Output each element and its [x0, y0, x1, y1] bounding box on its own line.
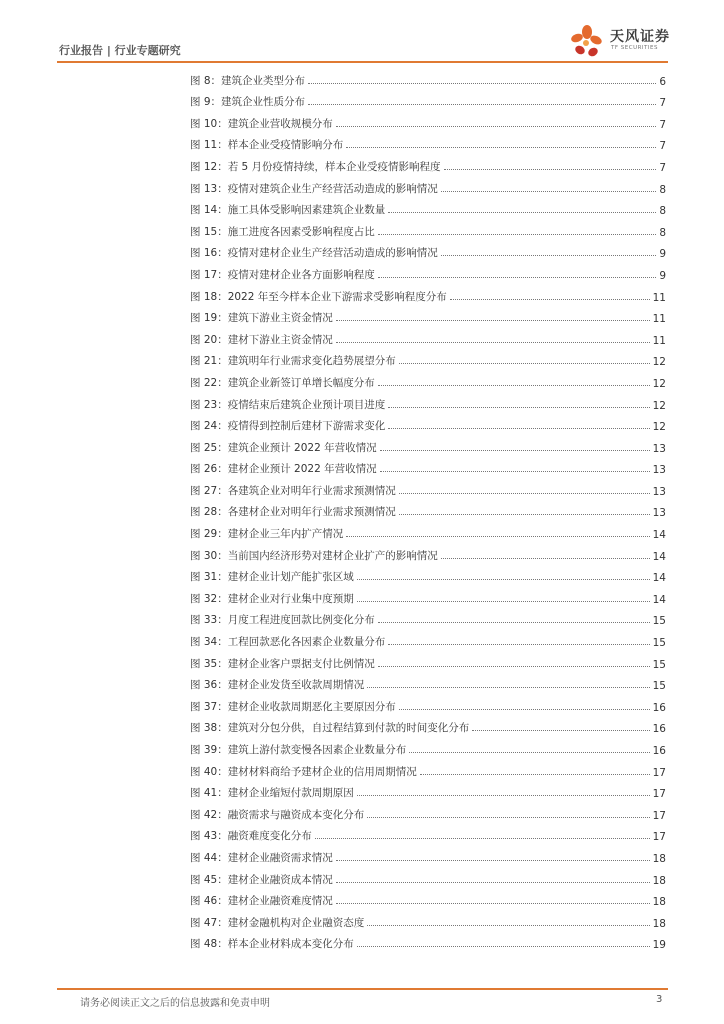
toc-entry[interactable]: [190, 109, 666, 131]
toc-entry-title: 图 31：建材企业计划产能扩张区域: [190, 571, 354, 584]
toc-entry[interactable]: [190, 519, 666, 541]
company-logo: [566, 22, 676, 62]
toc-entry-title: 图 23：疫情结束后建筑企业预计项目进度: [190, 398, 386, 411]
toc-entry-page: 16: [652, 723, 666, 736]
logo-chinese-name: 天风证券: [610, 29, 670, 45]
toc-entry-title: 图 28：各建材企业对明年行业需求预测情况: [190, 506, 396, 519]
toc-entry-page: 18: [652, 917, 666, 930]
toc-entry-page: 19: [652, 939, 666, 952]
toc-entry-page: 9: [659, 269, 666, 282]
toc-entry[interactable]: [190, 325, 666, 347]
toc-dot-leader: [472, 730, 649, 731]
toc-entry-page: 15: [652, 637, 666, 650]
toc-entry[interactable]: [190, 152, 666, 174]
figure-index: [190, 66, 666, 951]
toc-entry[interactable]: [190, 88, 666, 110]
toc-entry-page: 14: [652, 550, 666, 563]
toc-entry[interactable]: [190, 606, 666, 628]
toc-dot-leader: [450, 299, 650, 300]
toc-entry[interactable]: [190, 239, 666, 261]
toc-entry-page: 13: [652, 442, 666, 455]
toc-entry-title: 图 25：建筑企业预计 2022 年营收情况: [190, 441, 377, 454]
logo-english-name: TF SECURITIES: [611, 45, 658, 51]
toc-dot-leader: [388, 212, 656, 213]
toc-entry-page: 15: [652, 615, 666, 628]
toc-entry-title: 图 32：建材企业对行业集中度预期: [190, 592, 354, 605]
toc-dot-leader: [441, 255, 657, 256]
toc-entry[interactable]: [190, 843, 666, 865]
toc-entry-title: 图 29：建材企业三年内扩产情况: [190, 528, 344, 541]
toc-entry-title: 图 36：建材企业发货至收款周期情况: [190, 679, 365, 692]
toc-dot-leader: [420, 774, 650, 775]
toc-entry[interactable]: [190, 390, 666, 412]
toc-dot-leader: [380, 450, 650, 451]
toc-entry-title: 图 47：建材金融机构对企业融资态度: [190, 916, 365, 929]
toc-dot-leader: [315, 838, 650, 839]
header-divider: [57, 61, 668, 63]
toc-entry-page: 18: [652, 896, 666, 909]
toc-entry[interactable]: [190, 692, 666, 714]
toc-entry[interactable]: [190, 368, 666, 390]
toc-dot-leader: [444, 169, 657, 170]
toc-entry[interactable]: [190, 714, 666, 736]
toc-entry[interactable]: [190, 887, 666, 909]
toc-entry-page: 17: [652, 809, 666, 822]
toc-entry[interactable]: [190, 541, 666, 563]
toc-entry[interactable]: [190, 433, 666, 455]
toc-dot-leader: [378, 277, 657, 278]
toc-entry[interactable]: [190, 196, 666, 218]
toc-entry-title: 图 17：疫情对建材企业各方面影响程度: [190, 268, 375, 281]
toc-entry-title: 图 41：建材企业缩短付款周期原因: [190, 787, 354, 800]
toc-entry[interactable]: [190, 66, 666, 88]
toc-entry[interactable]: [190, 671, 666, 693]
toc-dot-leader: [409, 752, 649, 753]
toc-entry-page: 7: [659, 118, 666, 131]
toc-entry-page: 8: [659, 183, 666, 196]
toc-entry-page: 13: [652, 464, 666, 477]
flower-logo-icon: [566, 22, 606, 62]
toc-entry-page: 17: [652, 831, 666, 844]
toc-entry-page: 16: [652, 745, 666, 757]
toc-dot-leader: [336, 342, 650, 343]
toc-entry-page: 6: [659, 75, 666, 88]
toc-dot-leader: [357, 579, 650, 580]
toc-dot-leader: [441, 558, 650, 559]
toc-entry[interactable]: [190, 476, 666, 498]
toc-entry-title: 图 11：样本企业受疫情影响分布: [190, 139, 344, 152]
toc-entry[interactable]: [190, 455, 666, 477]
toc-entry-title: 图 33：月度工程进度回款比例变化分布: [190, 614, 375, 627]
toc-entry-page: 7: [659, 161, 666, 174]
toc-entry[interactable]: [190, 649, 666, 671]
toc-entry-page: 12: [652, 356, 666, 369]
toc-dot-leader: [380, 471, 650, 472]
toc-entry-title: 图 40：建材材料商给予建材企业的信用周期情况: [190, 765, 417, 778]
toc-dot-leader: [378, 234, 657, 235]
toc-entry-page: 11: [652, 334, 666, 347]
toc-entry-page: 12: [652, 399, 666, 412]
toc-dot-leader: [367, 817, 649, 818]
toc-entry-page: 17: [652, 788, 666, 801]
toc-dot-leader: [336, 126, 657, 127]
toc-entry-title: 图 20：建材下游业主资金情况: [190, 333, 333, 346]
toc-entry-page: 7: [659, 140, 666, 153]
toc-entry-title: 图 10：建筑企业营收规模分布: [190, 117, 333, 130]
toc-entry-title: 图 18：2022 年至今样本企业下游需求受影响程度分布: [190, 290, 447, 303]
toc-entry[interactable]: [190, 498, 666, 520]
toc-entry[interactable]: [190, 822, 666, 844]
page-header: [0, 0, 724, 64]
toc-entry-title: 图 38：建筑对分包分供，自过程结算到付款的时间变化分布: [190, 722, 470, 735]
toc-entry-title: 图 39：建筑上游付款变慢各因素企业数量分布: [190, 744, 407, 756]
toc-entry-title: 图 34：工程回款恶化各因素企业数量分布: [190, 636, 386, 649]
footer-disclaimer: 请务必阅读正文之后的信息披露和免责申明: [80, 998, 270, 1009]
toc-entry-page: 11: [652, 313, 666, 326]
toc-entry-title: 图 12：若 5 月份疫情持续，样本企业受疫情影响程度: [190, 160, 441, 173]
toc-dot-leader: [441, 191, 657, 192]
page-number: 3: [656, 994, 663, 1005]
toc-entry-page: 14: [652, 572, 666, 585]
toc-entry-title: 图 35：建材企业客户票据支付比例情况: [190, 657, 375, 670]
toc-dot-leader: [388, 407, 649, 408]
toc-entry[interactable]: [190, 735, 666, 757]
toc-entry-title: 图 45：建材企业融资成本情况: [190, 873, 333, 886]
toc-entry-page: 18: [652, 852, 666, 865]
toc-entry-title: 图 46：建材企业融资难度情况: [190, 895, 333, 908]
toc-entry-page: 16: [652, 701, 666, 714]
toc-entry[interactable]: [190, 217, 666, 239]
toc-dot-leader: [399, 493, 650, 494]
toc-entry-title: 图 24：疫情得到控制后建材下游需求变化: [190, 420, 386, 433]
report-type-label: 行业报告 | 行业专题研究: [59, 44, 181, 57]
toc-entry-page: 8: [659, 226, 666, 239]
toc-dot-leader: [378, 622, 650, 623]
toc-dot-leader: [357, 946, 650, 947]
toc-entry[interactable]: [190, 412, 666, 434]
toc-entry-page: 12: [652, 377, 666, 390]
footer-divider: [57, 988, 668, 990]
toc-dot-leader: [367, 925, 649, 926]
toc-dot-leader: [308, 104, 656, 105]
toc-entry-title: 图 8：建筑企业类型分布: [190, 74, 306, 87]
toc-entry-title: 图 21：建筑明年行业需求变化趋势展望分布: [190, 355, 396, 368]
toc-dot-leader: [378, 666, 650, 667]
toc-entry-page: 13: [652, 507, 666, 520]
toc-dot-leader: [388, 644, 649, 645]
toc-entry-page: 8: [659, 205, 666, 218]
toc-dot-leader: [336, 320, 650, 321]
toc-entry[interactable]: [190, 282, 666, 304]
toc-dot-leader: [357, 795, 650, 796]
toc-entry-page: 14: [652, 593, 666, 606]
toc-entry[interactable]: [190, 584, 666, 606]
toc-dot-leader: [399, 514, 650, 515]
toc-entry-title: 图 15：施工进度各因素受影响程度占比: [190, 225, 375, 238]
toc-entry[interactable]: [190, 174, 666, 196]
toc-dot-leader: [346, 147, 656, 148]
toc-entry-title: 图 42：融资需求与融资成本变化分布: [190, 808, 365, 821]
toc-dot-leader: [336, 903, 650, 904]
toc-entry[interactable]: [190, 757, 666, 779]
toc-dot-leader: [336, 860, 650, 861]
toc-entry[interactable]: [190, 347, 666, 369]
toc-entry[interactable]: [190, 304, 666, 326]
toc-entry-page: 7: [659, 97, 666, 110]
toc-entry-title: 图 16：疫情对建材企业生产经营活动造成的影响情况: [190, 247, 438, 260]
toc-entry-title: 图 44：建材企业融资需求情况: [190, 851, 333, 864]
toc-entry-title: 图 48：样本企业材料成本变化分布: [190, 938, 354, 951]
toc-dot-leader: [346, 536, 649, 537]
toc-dot-leader: [388, 428, 649, 429]
toc-dot-leader: [399, 709, 650, 710]
toc-entry[interactable]: [190, 930, 666, 952]
toc-entry-page: 13: [652, 485, 666, 498]
toc-entry-title: 图 26：建材企业预计 2022 年营收情况: [190, 463, 377, 476]
toc-entry[interactable]: [190, 800, 666, 822]
toc-entry-title: 图 37：建材企业收款周期恶化主要原因分布: [190, 700, 396, 713]
toc-dot-leader: [357, 601, 650, 602]
toc-entry[interactable]: [190, 865, 666, 887]
toc-entry-title: 图 30：当前国内经济形势对建材企业扩产的影响情况: [190, 549, 438, 562]
toc-entry-page: 11: [652, 291, 666, 304]
toc-entry[interactable]: [190, 908, 666, 930]
toc-dot-leader: [336, 882, 650, 883]
toc-entry-page: 12: [652, 421, 666, 434]
toc-entry-title: 图 43：融资难度变化分布: [190, 830, 312, 843]
toc-entry-title: 图 22：建筑企业新签订单增长幅度分布: [190, 376, 375, 389]
toc-entry[interactable]: [190, 627, 666, 649]
toc-entry-page: 14: [652, 529, 666, 542]
toc-dot-leader: [378, 385, 650, 386]
toc-entry-title: 图 13：疫情对建筑企业生产经营活动造成的影响情况: [190, 182, 438, 195]
toc-entry-page: 17: [652, 766, 666, 779]
toc-entry-page: 15: [652, 658, 666, 671]
toc-entry[interactable]: [190, 131, 666, 153]
toc-entry-page: 9: [659, 248, 666, 261]
toc-entry-title: 图 14：施工具体受影响因素建筑企业数量: [190, 204, 386, 217]
toc-entry[interactable]: [190, 779, 666, 801]
toc-entry-page: 15: [652, 680, 666, 693]
toc-entry-title: 图 19：建筑下游业主资金情况: [190, 312, 333, 325]
toc-dot-leader: [399, 363, 650, 364]
toc-entry-title: 图 27：各建筑企业对明年行业需求预测情况: [190, 484, 396, 497]
toc-entry[interactable]: [190, 260, 666, 282]
toc-entry[interactable]: [190, 563, 666, 585]
toc-dot-leader: [367, 687, 649, 688]
toc-dot-leader: [308, 83, 656, 84]
toc-entry-page: 18: [652, 874, 666, 887]
toc-entry-title: 图 9：建筑企业性质分布: [190, 96, 306, 109]
